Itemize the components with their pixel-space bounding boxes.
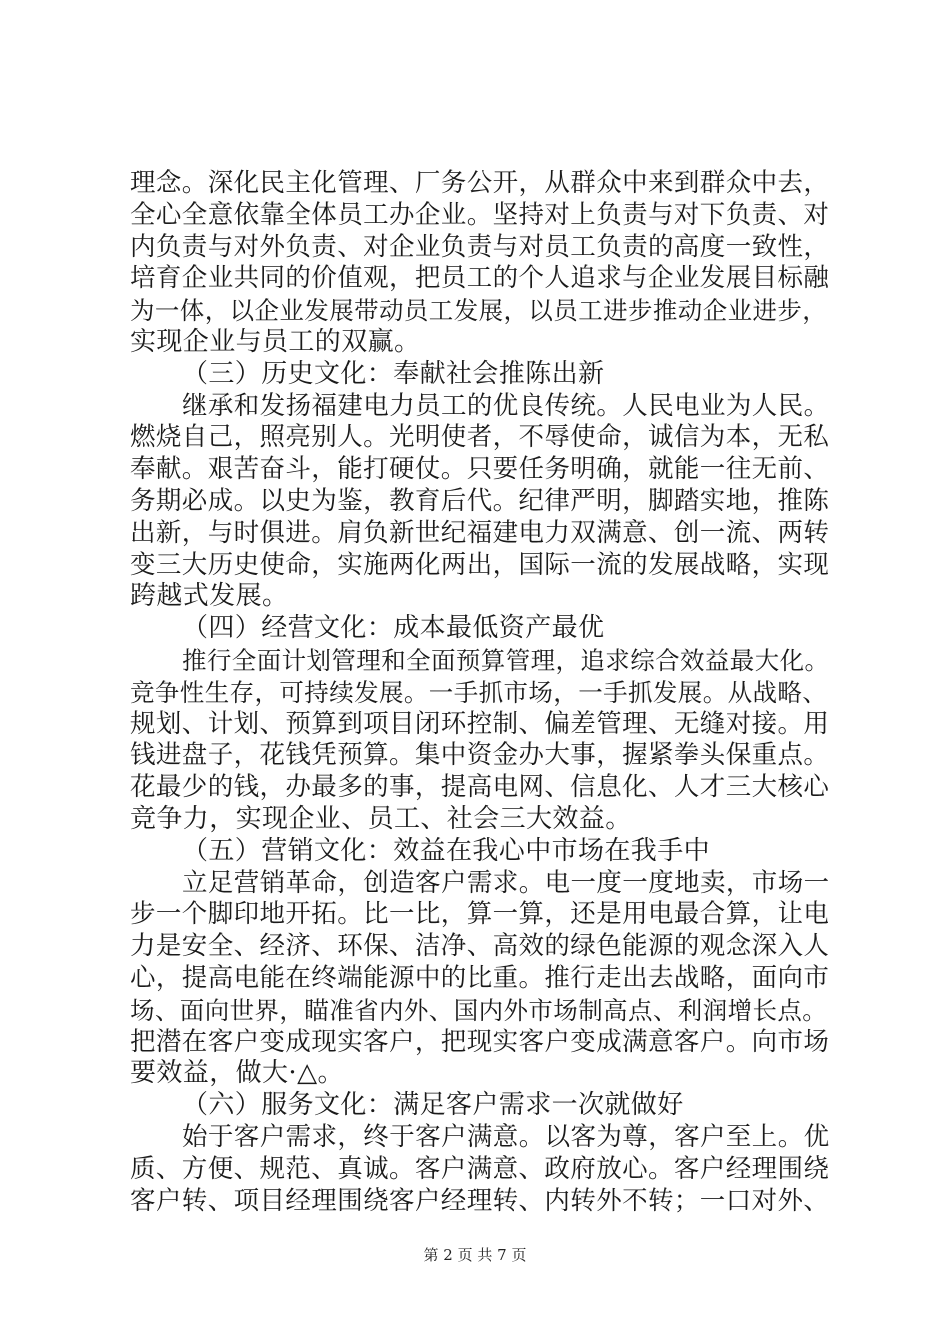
text-line: 出新，与时俱进。肩负新世纪福建电力双满意、创一流、两转	[130, 517, 830, 548]
section-heading: （六）服务文化：满足客户需求一次就做好	[182, 1090, 684, 1121]
text-line: 始于客户需求，终于客户满意。以客为尊，客户至上。优	[182, 1121, 830, 1152]
text-line: 钱进盘子，花钱凭预算。集中资金办大事，握紧拳头保重点。	[130, 740, 830, 771]
text-line: 要效益，做大·△。	[130, 1058, 344, 1089]
text-line: 竞争力，实现企业、员工、社会三大效益。	[130, 803, 632, 834]
text-line: 理念。深化民主化管理、厂务公开，从群众中来到群众中去，	[130, 168, 830, 198]
document-body	[130, 168, 830, 1217]
text-line: 步一个脚印地开拓。比一比，算一算，还是用电最合算，让电	[130, 899, 830, 930]
text-line: 规划、计划、预算到项目闭环控制、偏差管理、无缝对接。用	[130, 708, 830, 739]
page-number-footer: 第 2 页 共 7 页	[423, 1246, 527, 1264]
text-line: 场、面向世界，瞄准省内外、国内外市场制高点、利润增长点。	[130, 995, 828, 1025]
text-line: 花最少的钱，办最多的事，提高电网、信息化、人才三大核心	[130, 772, 830, 803]
section-heading: （三）历史文化：奉献社会推陈出新	[182, 358, 605, 389]
text-line: 力是安全、经济、环保、洁净、高效的绿色能源的观念深入人	[130, 931, 830, 962]
text-line: 立足营销革命，创造客户需求。电一度一度地卖，市场一	[182, 867, 830, 898]
text-line: 推行全面计划管理和全面预算管理，追求综合效益最大化。	[182, 645, 830, 675]
text-line: 客户转、项目经理围绕客户经理转、内转外不转；一口对外、	[130, 1185, 830, 1216]
text-line: 培育企业共同的价值观，把员工的个人追求与企业发展目标融	[130, 263, 830, 294]
text-line: 跨越式发展。	[130, 581, 289, 612]
text-line: 心，提高电能在终端能源中的比重。推行走出去战略，面向市	[130, 962, 830, 993]
text-line: 奉献。艰苦奋斗，能打硬仗。只要任务明确，就能一往无前、	[130, 454, 830, 485]
text-line: 务期必成。以史为鉴，教育后代。纪律严明，脚踏实地，推陈	[130, 485, 830, 516]
section-heading: （四）经营文化：成本最低资产最优	[182, 613, 605, 644]
text-line: 全心全意依靠全体员工办企业。坚持对上负责与对下负责、对	[130, 199, 830, 230]
text-line: 为一体，以企业发展带动员工发展，以员工进步推动企业进步，	[130, 296, 828, 326]
section-heading: （五）营销文化：效益在我心中市场在我手中	[182, 835, 711, 866]
text-line: 竞争性生存，可持续发展。一手抓市场，一手抓发展。从战略、	[130, 677, 828, 707]
text-line: 燃烧自己，照亮别人。光明使者，不辱使命，诚信为本，无私	[130, 422, 830, 453]
text-line: 继承和发扬福建电力员工的优良传统。人民电业为人民。	[182, 390, 830, 421]
text-line: 质、方便、规范、真诚。客户满意、政府放心。客户经理围绕	[130, 1153, 830, 1184]
text-line: 变三大历史使命，实施两化两出，国际一流的发展战略，实现	[130, 549, 830, 580]
text-line: 把潜在客户变成现实客户，把现实客户变成满意客户。向市场	[130, 1026, 830, 1057]
text-line: 内负责与对外负责、对企业负责与对员工负责的高度一致性，	[130, 231, 830, 262]
text-lines	[130, 168, 830, 1217]
text-line: 实现企业与员工的双赢。	[130, 326, 421, 357]
